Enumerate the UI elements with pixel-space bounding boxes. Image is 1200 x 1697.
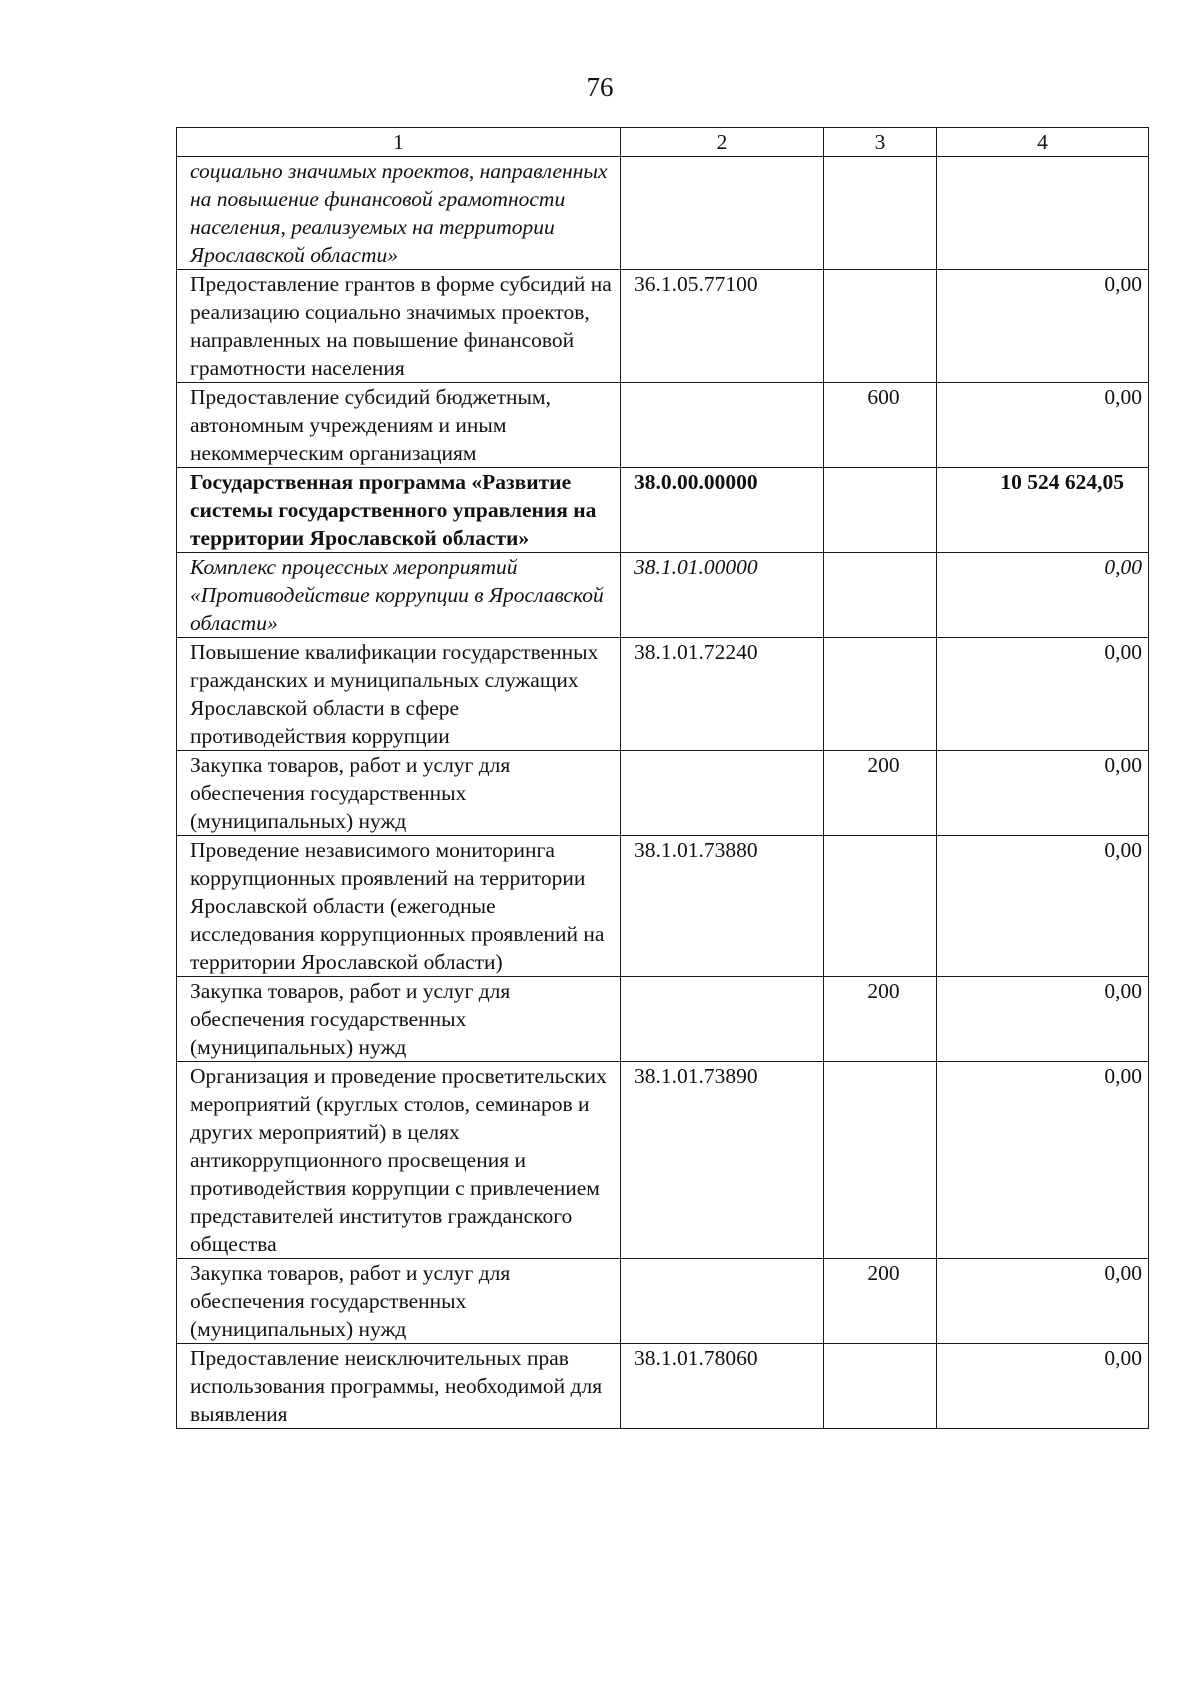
row-name-cell: социально значимых проектов, направленных на повышение финансовой грамотности населения, реализуемых на территории Ярославской области»: [177, 157, 621, 270]
row-name-cell: Государственная программа «Развитие системы государственного управления на территории Ярославской области»: [177, 468, 621, 553]
row-amount-cell: 0,00: [937, 270, 1149, 383]
row-code-cell: 38.1.01.73890: [621, 1062, 824, 1259]
row-amount-cell: 0,00: [937, 383, 1149, 468]
table-row: [177, 751, 1149, 836]
page-number: 76: [586, 72, 614, 102]
row-type-cell: [824, 836, 937, 977]
table-row: [177, 638, 1149, 751]
table-row: [177, 383, 1149, 468]
row-amount-cell: [937, 157, 1149, 270]
row-type-cell: [824, 1344, 937, 1429]
header-row: [177, 128, 1149, 157]
row-amount-cell: 0,00: [937, 751, 1149, 836]
row-name-cell: Закупка товаров, работ и услуг для обеспечения государственных (муниципальных) нужд: [177, 977, 621, 1062]
row-code-cell: [621, 977, 824, 1062]
row-name-cell: Предоставление неисключительных прав использования программы, необходимой для выявления: [177, 1344, 621, 1429]
table-row: [177, 1259, 1149, 1344]
row-name-cell: Комплекс процессных мероприятий «Противодействие коррупции в Ярославской области»: [177, 553, 621, 638]
table-row: [177, 1062, 1149, 1259]
column-header-2: 2: [621, 128, 824, 157]
row-amount-cell: 0,00: [937, 1344, 1149, 1429]
row-name-cell: Закупка товаров, работ и услуг для обеспечения государственных (муниципальных) нужд: [177, 751, 621, 836]
row-code-cell: 38.1.01.72240: [621, 638, 824, 751]
row-code-cell: [621, 157, 824, 270]
row-code-cell: 38.1.01.73880: [621, 836, 824, 977]
table-row: [177, 468, 1149, 553]
row-name-cell: Повышение квалификации государственных гражданских и муниципальных служащих Ярославской области в сфере противодействия коррупции: [177, 638, 621, 751]
row-type-cell: [824, 468, 937, 553]
row-code-cell: 38.1.01.00000: [621, 553, 824, 638]
row-amount-cell: 0,00: [937, 553, 1149, 638]
row-code-cell: 38.1.01.78060: [621, 1344, 824, 1429]
row-name-cell: Проведение независимого мониторинга коррупционных проявлений на территории Ярославской области (ежегодные исследования коррупционных проявлений на территории Ярославской области): [177, 836, 621, 977]
row-type-cell: [824, 270, 937, 383]
table-row: [177, 553, 1149, 638]
column-header-3: 3: [824, 128, 937, 157]
table-row: [177, 270, 1149, 383]
row-type-cell: 600: [824, 383, 937, 468]
row-amount-cell: 0,00: [937, 638, 1149, 751]
row-code-cell: 36.1.05.77100: [621, 270, 824, 383]
row-code-cell: [621, 383, 824, 468]
table-row: [177, 1344, 1149, 1429]
table-row: [177, 836, 1149, 977]
row-type-cell: 200: [824, 977, 937, 1062]
row-amount-cell: 0,00: [937, 1062, 1149, 1259]
budget-table: [176, 127, 1149, 1429]
row-code-cell: [621, 1259, 824, 1344]
row-code-cell: [621, 751, 824, 836]
column-header-1: 1: [177, 128, 621, 157]
row-code-cell: 38.0.00.00000: [621, 468, 824, 553]
row-amount-cell: 0,00: [937, 1259, 1149, 1344]
row-type-cell: [824, 1062, 937, 1259]
row-type-cell: 200: [824, 751, 937, 836]
row-name-cell: Организация и проведение просветительских мероприятий (круглых столов, семинаров и других мероприятий) в целях антикоррупционного просвещения и противодействия коррупции с привлечением представителей институтов гражданского общества: [177, 1062, 621, 1259]
table-row: [177, 157, 1149, 270]
row-amount-cell: 0,00: [937, 836, 1149, 977]
row-name-cell: Предоставление субсидий бюджетным, автономным учреждениям и иным некоммерческим организациям: [177, 383, 621, 468]
row-amount-cell: 0,00: [937, 977, 1149, 1062]
row-type-cell: 200: [824, 1259, 937, 1344]
row-name-cell: Предоставление грантов в форме субсидий на реализацию социально значимых проектов, направленных на повышение финансовой грамотности населения: [177, 270, 621, 383]
table-body: [177, 157, 1149, 1429]
row-amount-cell: 10 524 624,05: [937, 468, 1149, 553]
row-name-cell: Закупка товаров, работ и услуг для обеспечения государственных (муниципальных) нужд: [177, 1259, 621, 1344]
row-type-cell: [824, 638, 937, 751]
column-header-4: 4: [937, 128, 1149, 157]
row-type-cell: [824, 553, 937, 638]
row-type-cell: [824, 157, 937, 270]
table-row: [177, 977, 1149, 1062]
